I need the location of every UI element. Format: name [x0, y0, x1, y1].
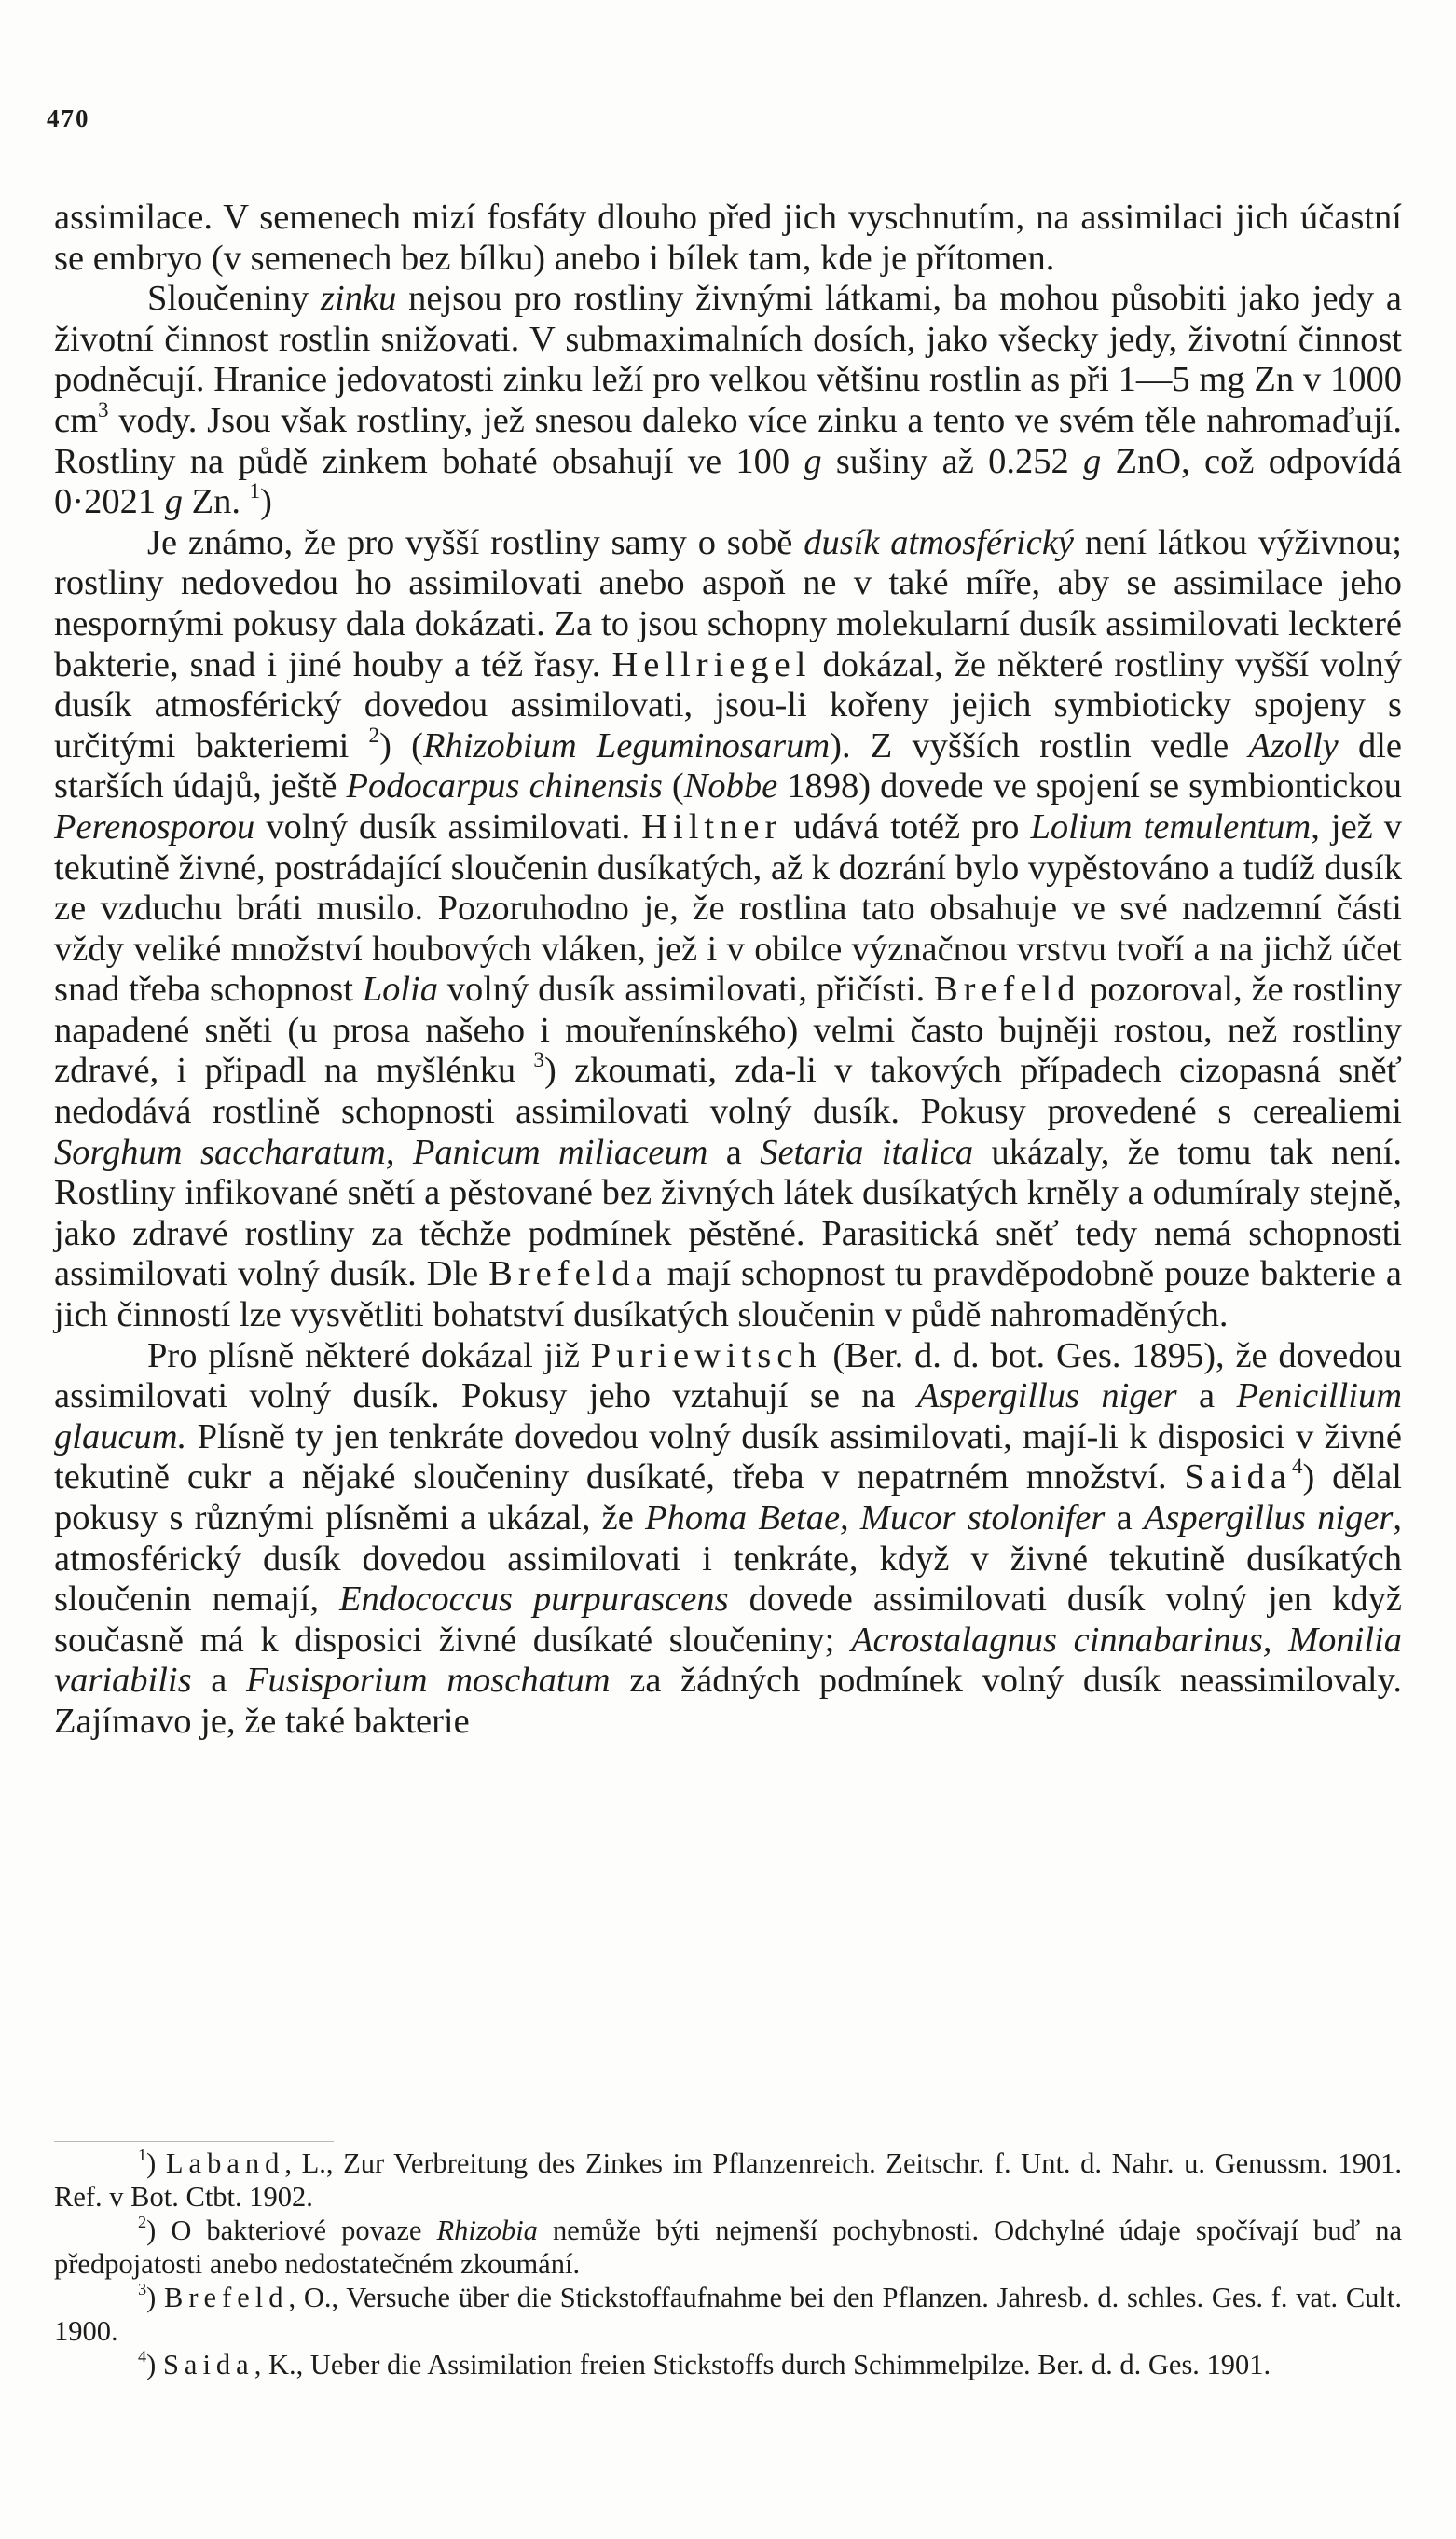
text-run: (	[662, 766, 684, 807]
author-name: Brefelda	[488, 1254, 657, 1294]
italic-term: Perenosporou	[54, 807, 255, 847]
author-name: Hiltner	[641, 807, 783, 847]
italic-term: Sorghum saccharatum, Panicum miliaceum	[54, 1132, 708, 1172]
text-run: ) zkoumati, zda-li v takových případech cizopasná sněť nedodává rostlině schopnosti assimilovati volný dusík. Pokusy provedené s cerealiemi	[54, 1051, 1402, 1132]
footnote-ref: 3	[138, 2280, 147, 2299]
text-run: a	[191, 1661, 246, 1701]
author-name: Saida	[162, 2349, 254, 2380]
italic-term: g	[804, 441, 822, 481]
footnote-1	[54, 2146, 1402, 2214]
text-run: nejsou pro rostliny živnými látkami, ba mohou působiti jako jedy a životní činnost rostlin snižovati. V submaximalních dosích, jako všecky jedy, životní činnost podněcují. Hranice jedovatosti zinku leží pro velkou většinu rostlin as při 1—5 mg Zn v 1000 cm	[54, 279, 1402, 440]
footnotes	[54, 2146, 1402, 2381]
text-run: , K., Ueber die Assimilation freien Stickstoffs durch Schimmelpilze. Ber. d. d. Ges. 1901.	[254, 2349, 1271, 2380]
italic-term: Lolium temulentum	[1030, 807, 1312, 847]
text-run: )	[146, 2349, 163, 2380]
author-name: Brefeld	[164, 2282, 289, 2313]
text-run: ) (	[379, 725, 423, 766]
text-run: dovede assimilovati dusík volný jen když současně má k disposici živné dusíkaté sloučeniny;	[54, 1580, 1402, 1660]
text-run: )	[260, 482, 272, 522]
footnote-divider	[54, 2141, 334, 2142]
italic-term: Rhizobia	[436, 2215, 538, 2246]
italic-term: dusík atmosférický	[804, 522, 1074, 562]
text-run: volný dusík assimilovati, přičísti.	[438, 970, 934, 1010]
text-run: ukázaly, že tomu tak není. Rostliny infikované snětí a pěstované bez živných látek dusíkatých krněly a odumíraly stejně, jako zdravé rostliny za těchže podmínek pěstěné. Parasitická sněť tedy nemá schopnosti assimilovati volný dusík. Dle	[54, 1132, 1403, 1294]
footnote-ref: 4	[1291, 1454, 1303, 1479]
text-run: 1898) dovede ve spojení se symbiontickou	[777, 766, 1402, 807]
text-run: Plísně ty jen tenkráte dovedou volný dusík assimilovati, mají-li k disposici v živné tekutině cukr a nějaké sloučeniny dusíkaté, třeba v nepatrném množství.	[54, 1416, 1402, 1497]
italic-term: g	[164, 482, 183, 522]
text-run: Zn.	[182, 482, 250, 522]
text-run: vody. Jsou však rostliny, jež snesou daleko více zinku a tento ve svém těle nahromaďují. Rostliny na půdě zinkem bohaté obsahují ve 100	[54, 400, 1402, 481]
italic-term: Lolia	[362, 970, 438, 1010]
italic-term: g	[1083, 441, 1102, 481]
footnote-4	[54, 2348, 1402, 2381]
footnote-2	[54, 2214, 1402, 2281]
paragraph-3	[54, 523, 1402, 1336]
text-run: pozoroval, že rostliny napadené sněti (u prosa našeho i mouřenínského) velmi často bujněji rostou, než rostliny zdravé, i připadl na myšlénku	[54, 970, 1403, 1091]
text-run: , L., Zur Verbreitung des Zinkes im Pflanzenreich. Zeitschr. f. Unt. d. Nahr. u. Genussm. 1901. Ref. v Bot. Ctbt. 1902.	[54, 2147, 1402, 2213]
main-text	[54, 198, 1402, 1743]
text-run: mají schopnost tu pravděpodobně pouze bakterie a jich činností lze vysvětliti bohatství dusíkatých sloučenin v půdě nahromaděných.	[54, 1254, 1402, 1335]
text-run: )	[146, 2147, 166, 2179]
footnote-ref: 3	[533, 1047, 544, 1072]
text-run: udává totéž pro	[782, 807, 1031, 847]
footnote-3	[54, 2281, 1402, 2348]
text-run: za žádných podmínek volný dusík neassimilovaly. Zajímavo je, že také bakterie	[54, 1661, 1402, 1741]
text-run: a	[707, 1132, 761, 1172]
author-name: Laband	[165, 2147, 285, 2179]
author-name: Puriewitsch	[590, 1335, 822, 1375]
text-run: dle starších údajů, ještě	[54, 725, 1402, 807]
italic-term: Podocarpus chinensis	[346, 766, 663, 807]
text-run: , jež v tekutině živné, postrádající sloučenin dusíkatých, až k dozrání bylo vypěstováno a tudíž dusík ze vzduchu bráti musilo. Pozoruhodno je, že rostlina tato obsahuje ve své nadzemní části vždy veliké množství houbových vláken, jež i v obilce význačnou vrstvu tvoří a na jichž účet snad třeba schopnost	[54, 807, 1403, 1010]
italic-term: Nobbe	[683, 766, 778, 807]
author-name: Brefeld	[934, 970, 1081, 1010]
italic-term: Aspergillus niger	[917, 1376, 1177, 1416]
italic-term: Phoma Betae, Mucor stolonifer	[645, 1498, 1106, 1538]
italic-term: Aspergillus niger	[1143, 1498, 1394, 1538]
text-run: Pro plísně některé dokázal již	[147, 1335, 591, 1375]
author-name: Saida	[1184, 1457, 1292, 1497]
text-run: , O., Versuche über die Stickstoffaufnahme bei den Pflanzen. Jahresb. d. schles. Ges. f. vat. Cult. 1900.	[54, 2282, 1402, 2347]
text-run: (Ber. d. d. bot. Ges. 1895), že dovedou assimilovati volný dusík. Pokusy jeho vztahují se na	[54, 1335, 1402, 1416]
footnote-ref: 3	[98, 396, 109, 421]
italic-term: Endococcus purpurascens	[338, 1580, 729, 1620]
text-run: ) dělal pokusy s různými plísněmi a ukázal, že	[54, 1457, 1402, 1538]
text-run: ). Z vyšších rostlin vedle	[830, 725, 1249, 766]
italic-term: zinku	[321, 279, 397, 319]
text-run: volný dusík assimilovati.	[254, 807, 642, 847]
footnote-ref: 1	[138, 2146, 147, 2165]
text-run: ) O bakteriové povaze	[146, 2215, 437, 2246]
footnote-ref: 1	[249, 478, 261, 503]
text-run: a	[1105, 1498, 1144, 1538]
text-run: assimilace. V semenech mizí fosfáty dlouho před jich vyschnutím, na assimilaci jich účastní se embryo (v semenech bez bílku) anebo i bílek tam, kde je přítomen.	[54, 198, 1402, 278]
text-run: )	[146, 2282, 165, 2313]
italic-term: Acrostalagnus cinnabarinus, Monilia variabilis	[54, 1620, 1402, 1701]
text-run: sušiny až 0.252	[821, 441, 1083, 481]
paragraph-2	[54, 279, 1402, 523]
text-run: dokázal, že některé rostliny vyšší volný dusík atmosférický dovedou assimilovati, jsou-li kořeny jejich symbioticky spojeny s určitými bakteriemi	[54, 644, 1402, 766]
text-run: Sloučeniny	[147, 279, 322, 319]
footnote-ref: 4	[138, 2347, 147, 2367]
italic-term: Azolly	[1248, 725, 1339, 766]
text-run: ZnO, což odpovídá 0·2021	[54, 441, 1402, 522]
italic-term: Setaria italica	[760, 1132, 974, 1172]
italic-term: Penicillium glaucum.	[54, 1376, 1403, 1456]
paragraph-4	[54, 1336, 1402, 1743]
paragraph-1	[54, 198, 1402, 279]
footnote-ref: 2	[368, 722, 380, 747]
footnote-ref: 2	[138, 2213, 147, 2232]
author-name: Hellriegel	[611, 644, 812, 684]
text-run: nemůže býti nejmenší pochybnosti. Odchylné údaje spočívají buď na předpojatosti anebo nedostatečném zkoumání.	[54, 2215, 1402, 2280]
text-run: Je známo, že pro vyšší rostliny samy o sobě	[147, 522, 804, 562]
page-number: 470	[47, 104, 90, 132]
text-run: není látkou výživnou; rostliny nedovedou ho assimilovati anebo aspoň ne v také míře, aby se assimilace jeho nespornými pokusy dala dokázati. Za to jsou schopny molekularní dusík assimilovati leckteré bakterie, snad i jiné houby a též řasy.	[54, 522, 1402, 684]
text-run: a	[1176, 1376, 1237, 1416]
italic-term: Rhizobium Leguminosarum	[422, 725, 831, 766]
text-run: , atmosférický dusík dovedou assimilovati i tenkráte, když v živné tekutině dusíkatých sloučenin nemají,	[54, 1498, 1403, 1620]
italic-term: Fusisporium moschatum	[245, 1661, 611, 1701]
